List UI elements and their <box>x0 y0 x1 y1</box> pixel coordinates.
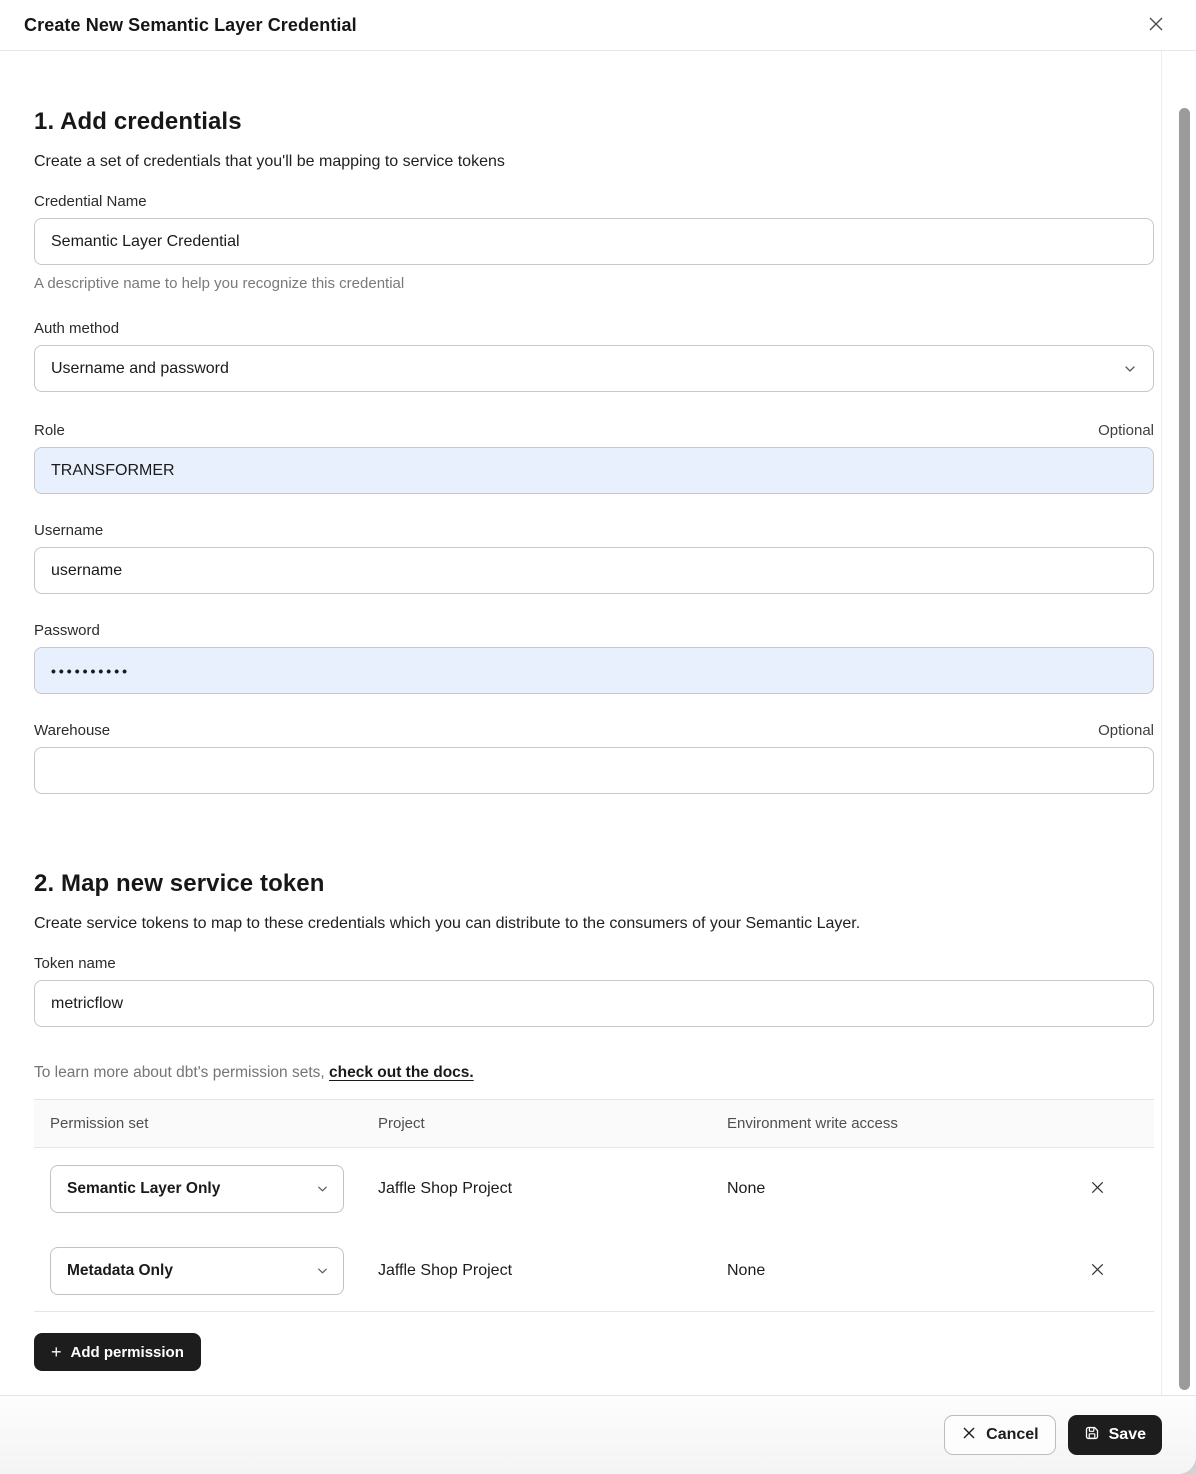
chevron-down-icon <box>316 1183 329 1196</box>
role-input[interactable] <box>34 447 1154 494</box>
env-write-access-cell-row2: None <box>727 1261 766 1279</box>
section1-heading: 1. Add credentials <box>34 108 242 135</box>
username-label: Username <box>34 522 104 539</box>
env-write-access-cell-row1: None <box>727 1180 766 1197</box>
table-row <box>34 1148 1154 1230</box>
docs-note-text: To learn more about dbt's permission sets, <box>34 1064 330 1081</box>
password-input[interactable] <box>34 647 1154 694</box>
scrollbar-track <box>1178 51 1190 1395</box>
docs-note <box>34 1064 1154 1082</box>
section1-description: Create a set of credentials that you'll be mapping to service tokens <box>34 153 505 170</box>
save-label: Save <box>1108 1426 1146 1443</box>
auth-method-label: Auth method <box>34 320 120 337</box>
role-label: Role <box>34 422 65 439</box>
permission-set-select-row2[interactable] <box>50 1247 344 1295</box>
token-name-input[interactable] <box>34 980 1154 1027</box>
section2-description: Create service tokens to map to these credentials which you can distribute to the consumers of your Semantic Layer. <box>34 915 861 932</box>
header-permission-set: Permission set <box>50 1115 149 1132</box>
permission-set-value-row1: Semantic Layer Only <box>67 1180 221 1197</box>
auth-method-select[interactable] <box>34 345 1154 392</box>
permission-set-select-row1[interactable] <box>50 1165 344 1213</box>
password-label: Password <box>34 622 100 639</box>
header-project: Project <box>378 1115 425 1132</box>
docs-link[interactable]: check out the docs. <box>329 1064 474 1081</box>
close-button[interactable] <box>1142 10 1170 41</box>
permissions-table <box>34 1099 1154 1312</box>
cancel-x-icon <box>961 1425 977 1446</box>
save-button[interactable] <box>1068 1415 1162 1455</box>
save-icon <box>1084 1425 1100 1446</box>
username-input[interactable] <box>34 547 1154 594</box>
add-permission-label: Add permission <box>70 1343 184 1361</box>
project-cell-row2: Jaffle Shop Project <box>378 1261 513 1279</box>
remove-permission-button-row1[interactable] <box>1084 1174 1111 1204</box>
project-cell-row1: Jaffle Shop Project <box>378 1180 513 1197</box>
permission-set-value-row2: Metadata Only <box>67 1261 173 1279</box>
credential-name-input[interactable] <box>34 218 1154 265</box>
close-icon <box>1146 14 1166 37</box>
modal-header <box>0 0 1196 51</box>
chevron-down-icon <box>316 1264 329 1277</box>
plus-icon: + <box>51 1342 62 1362</box>
credential-name-label: Credential Name <box>34 193 147 210</box>
header-env-write-access: Environment write access <box>727 1115 898 1132</box>
role-optional-tag: Optional <box>1098 422 1154 439</box>
chevron-down-icon <box>1123 362 1137 376</box>
add-permission-button[interactable] <box>34 1333 201 1371</box>
warehouse-label: Warehouse <box>34 722 111 739</box>
modal-body <box>0 51 1196 1395</box>
credential-name-helper: A descriptive name to help you recognize this credential <box>34 275 405 292</box>
table-row <box>34 1230 1154 1312</box>
warehouse-input[interactable] <box>34 747 1154 794</box>
remove-icon <box>1088 1178 1107 1200</box>
scroll-area-edge <box>1161 51 1162 1395</box>
scrollbar-thumb[interactable] <box>1179 108 1190 1390</box>
token-name-label: Token name <box>34 955 116 972</box>
cancel-label: Cancel <box>986 1426 1039 1443</box>
remove-icon <box>1088 1260 1107 1282</box>
warehouse-optional-tag: Optional <box>1098 722 1154 739</box>
section2-heading: 2. Map new service token <box>34 870 325 897</box>
modal-footer <box>0 1395 1196 1474</box>
remove-permission-button-row2[interactable] <box>1084 1256 1111 1286</box>
cancel-button[interactable] <box>944 1415 1055 1455</box>
auth-method-value: Username and password <box>51 359 229 377</box>
modal-title: Create New Semantic Layer Credential <box>24 14 357 35</box>
permissions-table-header <box>34 1099 1154 1148</box>
